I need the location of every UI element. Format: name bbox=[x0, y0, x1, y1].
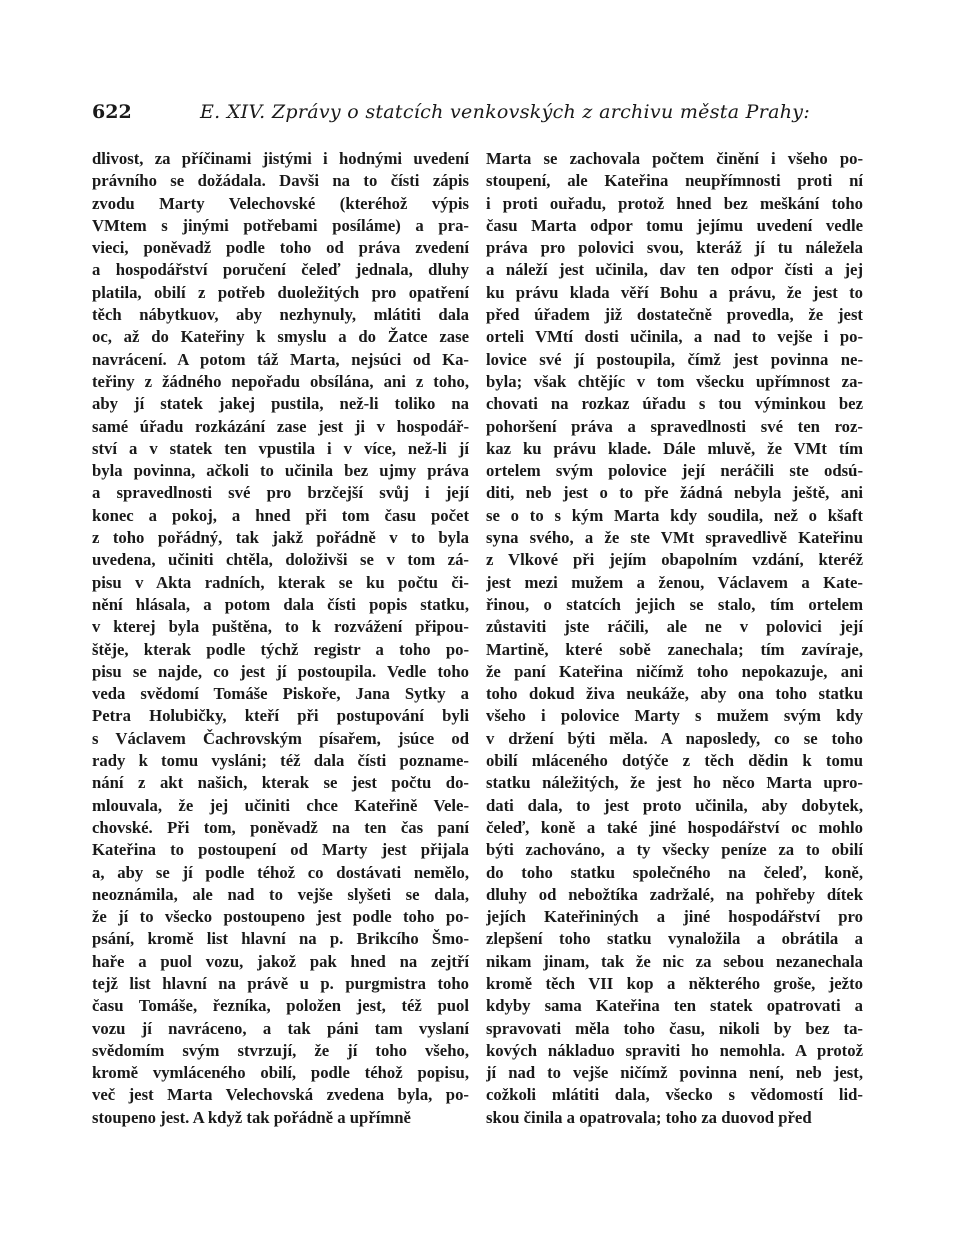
text-line: z Vlkové při jejím obapolním vzdání, kteréž bbox=[486, 550, 863, 570]
text-line: aby jí statek jakej pustila, než-li toliko na bbox=[92, 394, 469, 414]
text-line: všeho i polovice Marty s mužem svým kdy bbox=[486, 706, 863, 726]
text-line: do toho statku společného na čeleď, koně, bbox=[486, 862, 863, 882]
text-line: rady k tomu vysláni; též dala čísti poznamе- bbox=[92, 751, 469, 771]
text-line: dati dala, to jest proto učinila, aby dobytek, bbox=[486, 795, 863, 815]
text-line: s Václavem Čachrovským písařem, jsúce od bbox=[92, 728, 469, 748]
text-line: dlivost, za příčinami jistými i hodnými uvedení bbox=[92, 149, 469, 168]
text-line: a spravedlnosti své pro brzčejší svůj i její bbox=[92, 483, 469, 503]
text-line: svědomím svým stvrzují, že jí toho všeho, bbox=[92, 1040, 469, 1060]
text-line: ství a v statek ten vpustila i v více, než-li jí bbox=[92, 438, 469, 458]
text-line: chovati na rozkaz úřadu s tou výminkou bez bbox=[486, 394, 863, 414]
text-line: stoupeno jest. A když tak pořádně a upřímně bbox=[92, 1107, 411, 1127]
text-line: štěje, kterak podle týchž registr a toho po- bbox=[92, 639, 469, 659]
text-line: Martině, které sobě zanechala; tím zavíraje, bbox=[486, 639, 863, 659]
text-line: diti, neb jest o to pře žádná nebyla ještě, ani bbox=[486, 483, 863, 503]
text-line: ku právu klada věří Bohu a právu, že jest to bbox=[486, 282, 863, 302]
text-line: pisu v Akta radních, kterak se ku počtu či- bbox=[92, 572, 469, 592]
text-line: jejích Kateřininých a jiné hospodářství pro bbox=[486, 907, 863, 927]
text-line: chovské. Při tom, poněvadž na ten čas paní bbox=[92, 817, 469, 837]
text-line: tejž list hlavní na právě u p. purgmistra toho bbox=[92, 973, 469, 993]
text-line: nikam jinam, tak že nic za sebou nezanechala bbox=[486, 951, 863, 971]
right-text-column bbox=[486, 148, 863, 1129]
text-line: uvedena, učiniti chtěla, doloživši se v tom zá- bbox=[92, 550, 469, 570]
text-line: těch nábytkuov, aby nezhynuly, mlátiti dala bbox=[92, 305, 469, 325]
text-line: že paní Kateřina ničímž toho nepokazuje, ani bbox=[486, 661, 863, 681]
page-header bbox=[92, 101, 872, 131]
text-line: a náleží jest učinila, dav ten odpor čísti a jej bbox=[486, 260, 863, 280]
text-line: stoupení, ale Kateřina neupřímnosti proti ní bbox=[486, 171, 863, 191]
text-line: se o to s kým Marta kdy soudila, než o kšaft bbox=[486, 505, 863, 525]
text-line: konec a pokoj, a hned při tom času počet bbox=[92, 505, 469, 525]
text-line: a hospodářství poručení čeleď jednala, dluhy bbox=[92, 260, 469, 280]
text-line: v kterej byla puštěna, to k rozvážení připou- bbox=[92, 617, 469, 637]
text-line: z toho pořádný, tak jakž pořádně v to byla bbox=[92, 528, 469, 548]
text-line: neoznámila, ale nad to vejše slyšeti se dala, bbox=[92, 884, 469, 904]
text-line: že jí to všecko postoupeno jest podle toho po- bbox=[92, 907, 469, 927]
text-line: nání z akt našich, kterak se jest počtu do- bbox=[92, 773, 469, 793]
text-line: v držení býti měla. A naposledy, co se toho bbox=[486, 728, 863, 748]
text-line: času Marta odpor tomu jejímu uvedení vedle bbox=[486, 215, 863, 235]
text-line: pohoršení práva a spravedlnosti své ten roz- bbox=[486, 416, 863, 436]
text-line: ortelem svým polovice její neráčili ste odsú- bbox=[486, 461, 863, 481]
text-line: spravovati měla toho času, nikoli by bez ta- bbox=[486, 1018, 863, 1038]
text-line: Kateřina to postoupení od Marty jest přijala bbox=[92, 840, 469, 860]
text-line: Marta se zachovala počtem činění i všeho po- bbox=[486, 149, 863, 168]
text-line: kdyby sama Kateřina ten statek opatrovati a bbox=[486, 996, 863, 1016]
text-line: VMtem s jinými potřebami posíláme) a pra- bbox=[92, 215, 469, 235]
text-line: kromě vymláceného obilí, podle téhož popisu, bbox=[92, 1063, 469, 1083]
text-line: i proti ouřadu, protož hned bez meškání toho bbox=[486, 193, 863, 213]
text-line: toho dokud živa neukáže, aby ona toho statku bbox=[486, 684, 863, 704]
text-line: kových nákladuo spraviti ho nemohla. A protož bbox=[486, 1040, 863, 1060]
text-line: statku náležitých, že jest ho něco Marta upro- bbox=[486, 773, 863, 793]
text-line: teřiny z žádného nepořadu obsílána, ani z toho, bbox=[92, 371, 469, 391]
text-line: orteli VMtí dosti učinila, a nad to vejše i po- bbox=[486, 327, 863, 347]
text-line: jí nad to vejše ničímž povinna není, neb jest, bbox=[486, 1063, 863, 1083]
page-number: 622 bbox=[92, 101, 132, 123]
text-line: syna svého, a že ste VMt spravedlivě Kateřinu bbox=[486, 528, 863, 548]
text-line: več jest Marta Velechovská zvedena byla, po- bbox=[92, 1085, 469, 1105]
text-line: vieci, poněvadž podle toho od práva zvedení bbox=[92, 238, 469, 258]
text-line: a, aby se jí podle téhož co dostávati nemělo, bbox=[92, 862, 469, 882]
text-line: býti zachováno, a ty všecky peníze za to obilí bbox=[486, 840, 863, 860]
text-line: mlouvala, že jej učiniti chce Kateřině Vele- bbox=[92, 795, 469, 815]
text-line: kaz ku právu klade. Dále mluvě, že VMt tím bbox=[486, 438, 863, 458]
text-line: práva pro polovici svou, kteráž jí tu náležela bbox=[486, 238, 863, 258]
text-line: haře a puol vozu, jakož pak hned na zejtří bbox=[92, 951, 469, 971]
text-line: platila, obilí z potřeb duoležitých pro opatření bbox=[92, 282, 469, 302]
text-line: lovice své jí postoupila, čímž jest povinna ne- bbox=[486, 349, 863, 369]
text-line: jest mezi mužem a ženou, Václavem a Kate- bbox=[486, 572, 863, 592]
text-line: cožkoli mlátiti dala, všecko s vědomostí lid- bbox=[486, 1085, 863, 1105]
text-line: zlepšení toho statku vynaložila a obrátila a bbox=[486, 929, 863, 949]
left-text-column bbox=[92, 148, 469, 1129]
text-line: psání, kromě list hlavní na p. Brikcího Šmo- bbox=[92, 929, 469, 949]
text-line: času Tomáše, řezníka, položen jest, též puol bbox=[92, 996, 469, 1016]
text-line: oc, až do Kateřiny k smyslu a do Žatce zase bbox=[92, 327, 469, 347]
text-line: dluhy od nebožtíka zadržalé, na pohřeby dítek bbox=[486, 884, 863, 904]
text-line: obilí mláceného dotýče z těch dědin k tomu bbox=[486, 751, 863, 771]
text-line: zvodu Marty Velechovské (kteréhož výpis bbox=[92, 193, 469, 213]
text-line: pisu se najde, co jest jí postoupila. Vedle toho bbox=[92, 661, 469, 681]
text-line: skou činila a opatrovala; toho za duovod před bbox=[486, 1107, 812, 1127]
text-line: čeleď, koně a také jiné hospodářství oc mohlo bbox=[486, 817, 863, 837]
text-line: zůstaviti jste ráčili, ale ne v polovici její bbox=[486, 617, 863, 637]
text-line: samé úřadu rozkázání zase jest ji v hospodář- bbox=[92, 416, 469, 436]
text-line: byla povinna, ačkoli to učinila bez ujmy práva bbox=[92, 461, 469, 481]
text-line: právního se dožádala. Davši na to čísti zápis bbox=[92, 171, 469, 191]
text-line: řinou, o statcích jejich se stalo, tím ortelem bbox=[486, 594, 863, 614]
text-line: Petra Holubičky, kteří při postupování byli bbox=[92, 706, 469, 726]
text-line: nění hlásala, a potom dala čísti popis statku, bbox=[92, 594, 469, 614]
text-line: před úřadem již dostatečně provedla, že jest bbox=[486, 305, 863, 325]
text-line: kromě těch VII kop a některého groše, ježto bbox=[486, 973, 863, 993]
text-line: navrácení. A potom táž Marta, nejsúci od Ka- bbox=[92, 349, 469, 369]
text-line: byla; však chtějíc v tom všecku upřímnost za- bbox=[486, 371, 863, 391]
text-line: vozu jí navráceno, a tak páni tam vyslaní bbox=[92, 1018, 469, 1038]
running-title: E. XIV. Zprávy o statcích venkovských z archivu města Prahy: bbox=[200, 101, 811, 123]
text-line: veda svědomí Tomáše Piskoře, Jana Sytky a bbox=[92, 684, 469, 704]
